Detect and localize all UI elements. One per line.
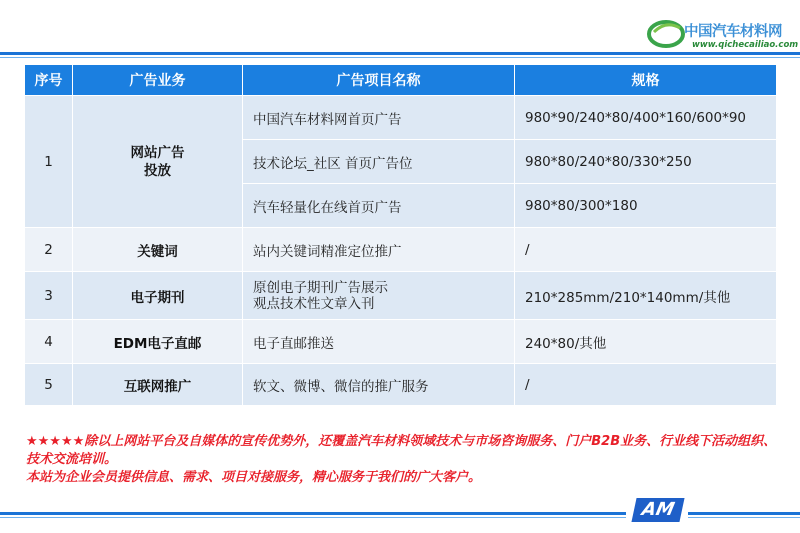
row-spec: 980*80/300*180 (515, 184, 777, 228)
row-spec: / (515, 228, 777, 272)
row-item-name: 汽车轻量化在线首页广告 (243, 184, 515, 228)
row-business: 电子期刊 (73, 272, 243, 320)
footnote-line-2: 本站为企业会员提供信息、需求、项目对接服务，精心服务于我们的广大客户。 (26, 470, 482, 485)
row-no: 1 (25, 96, 73, 228)
row-item-name: 技术论坛_社区 首页广告位 (243, 140, 515, 184)
header-divider-thin (0, 57, 800, 58)
table-row (25, 96, 777, 140)
row-spec: 210*285mm/210*140mm/其他 (515, 272, 777, 320)
table-row (25, 228, 777, 272)
header-item-name: 广告项目名称 (243, 65, 515, 96)
row-no: 3 (25, 272, 73, 320)
table-row (25, 272, 777, 320)
row-item-name: 站内关键词精准定位推广 (243, 228, 515, 272)
row-item-name: 电子直邮推送 (243, 320, 515, 364)
row-spec: / (515, 364, 777, 406)
item-name-text: 原创电子期刊广告展示 观点技术性文章入刊 (253, 279, 388, 312)
header-spec: 规格 (515, 65, 777, 96)
table-row (25, 320, 777, 364)
row-spec: 240*80/其他 (515, 320, 777, 364)
car-ring-icon (646, 18, 686, 48)
row-item-name: 软文、微博、微信的推广服务 (243, 364, 515, 406)
header-no: 序号 (25, 65, 73, 96)
header-business: 广告业务 (73, 65, 243, 96)
footnote (26, 433, 778, 487)
row-no: 5 (25, 364, 73, 406)
footer-divider (0, 512, 626, 515)
table-row (25, 364, 777, 406)
ad-services-table (24, 64, 777, 406)
row-item-name: 中国汽车材料网首页广告 (243, 96, 515, 140)
row-no: 4 (25, 320, 73, 364)
row-spec: 980*90/240*80/400*160/600*90 (515, 96, 777, 140)
row-business: EDM电子直邮 (73, 320, 243, 364)
row-business: 互联网推广 (73, 364, 243, 406)
row-business: 关键词 (73, 228, 243, 272)
header-divider (0, 52, 800, 55)
row-no: 2 (25, 228, 73, 272)
logo-url: www.qichecailiao.com (692, 40, 799, 50)
footer-divider-right-thin (688, 517, 800, 518)
logo-name: 中国汽车材料网 (684, 24, 782, 40)
table-header-row (25, 65, 777, 96)
site-logo[interactable] (646, 14, 799, 54)
footnote-line-1: ★★★★★除以上网站平台及自媒体的宣传优势外，还覆盖汽车材料领域技术与市场咨询服务、门户B2B业务、行业线下活动组织、技术交流培训。 (26, 434, 777, 467)
row-spec: 980*80/240*80/330*250 (515, 140, 777, 184)
footer-divider-right (688, 512, 800, 515)
business-label: 网站广告 投放 (130, 144, 185, 179)
row-item-name (243, 272, 515, 320)
am-badge: AM (631, 498, 684, 522)
row-business (73, 96, 243, 228)
footer-divider-thin (0, 517, 626, 518)
